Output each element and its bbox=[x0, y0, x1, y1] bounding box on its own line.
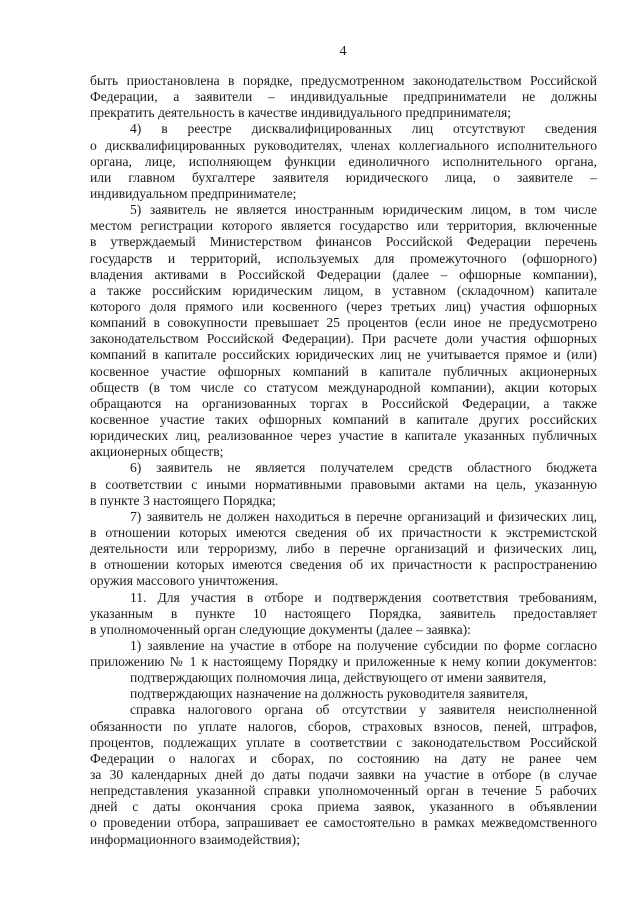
text-line: 1) заявление на участие в отборе на получение субсидии по форме согласно bbox=[130, 637, 597, 653]
text-line: о проведении отбора, запрашивает ее самостоятельно в рамках межведомственного bbox=[90, 815, 597, 831]
text-line: подтверждающих назначение на должность руководителя заявителя, bbox=[130, 686, 529, 702]
text-line: а также российским юридическим лицом, в уставном (складочном) капитале bbox=[90, 282, 597, 298]
text-line: государств и территорий, используемых для промежуточного (офшорного) bbox=[90, 250, 597, 266]
text-line: юридических лиц, реализованное через участие в капитале указанных публичных bbox=[90, 428, 597, 444]
text-line: Федерации, а заявители – индивидуальные предприниматели не должны bbox=[90, 89, 597, 105]
text-line: обществ (в том числе со статусом международной компании), акции которых bbox=[90, 379, 597, 395]
text-line: приложению № 1 к настоящему Порядку и приложенные к нему копии документов: bbox=[90, 654, 597, 670]
text-line: информационного взаимодействия); bbox=[90, 831, 300, 847]
text-line: косвенное участие таких офшорных компаний в капитале других российских bbox=[90, 411, 597, 427]
text-line: прекратить деятельность в качестве индивидуального предпринимателя; bbox=[90, 105, 512, 121]
text-line: в отношении которых имеются сведения об их причастности к экстремистской bbox=[90, 524, 597, 540]
text-line: косвенное участие офшорных компаний в капитале публичных акционерных bbox=[90, 363, 597, 379]
text-line: местом регистрации которого является государство или территория, включенные bbox=[90, 218, 597, 234]
text-line: о дисквалифицированных руководителях, членах коллегиального исполнительного bbox=[90, 137, 597, 153]
text-line: обращаются на организованных торгах в Российской Федерации, а также bbox=[90, 395, 597, 411]
text-line: деятельности или терроризму, либо в перечне организаций и физических лиц, bbox=[90, 541, 597, 557]
text-line: законодательством Российской Федерации). При расчете доли участия офшорных bbox=[90, 331, 597, 347]
text-line: компаний в совокупности превышает 25 процентов (если иное не предусмотрено bbox=[90, 315, 597, 331]
text-line: компаний в капитале российских юридических лиц не учитывается прямое и (или) bbox=[90, 347, 597, 363]
text-line: владения активами в Российской Федерации (далее – офшорные компании), bbox=[90, 266, 597, 282]
text-line: в соответствии с иными нормативными правовыми актами на цель, указанную bbox=[90, 476, 597, 492]
text-line: быть приостановлена в порядке, предусмотренном законодательством Российской bbox=[90, 73, 597, 88]
text-line: в отношении которых имеются сведения об их причастности к распространению bbox=[90, 557, 597, 573]
text-line: Федерации о налогах и сборах, по состоянию на дату не ранее чем bbox=[90, 750, 597, 766]
text-line: акционерных обществ; bbox=[90, 444, 224, 460]
text-line: процентов, подлежащих уплате в соответствии с законодательством Российской bbox=[90, 734, 597, 750]
text-line: которого доля прямого или косвенного (через третьих лиц) участия офшорных bbox=[90, 298, 597, 314]
text-line: 5) заявитель не является иностранным юридическим лицом, в том числе bbox=[130, 202, 597, 218]
text-line: в уполномоченный орган следующие документы (далее – заявка): bbox=[90, 621, 471, 637]
text-line: подтверждающих полномочия лица, действующего от имени заявителя, bbox=[130, 670, 547, 686]
text-line: в утверждаемый Министерством финансов Российской Федерации перечень bbox=[90, 234, 597, 250]
text-line: в пункте 3 настоящего Порядка; bbox=[90, 492, 276, 508]
text-line: органа, лице, исполняющем функции единоличного исполнительного органа, bbox=[90, 153, 597, 169]
text-line: 4) в реестре дисквалифицированных лиц отсутствуют сведения bbox=[130, 121, 597, 137]
text-line: справка налогового органа об отсутствии у заявителя неисполненной bbox=[130, 702, 597, 718]
text-line: непредставления указанной справки уполномоченный орган в течение 5 рабочих bbox=[90, 783, 597, 799]
text-line: дней с даты окончания срока приема заявок, указанного в объявлении bbox=[90, 799, 597, 815]
text-line: за 30 календарных дней до даты подачи заявки на участие в отборе (в случае bbox=[90, 767, 597, 783]
document-body bbox=[90, 73, 597, 848]
text-line: 6) заявитель не является получателем средств областного бюджета bbox=[130, 460, 597, 476]
text-line: обязанности по уплате налогов, сборов, страховых взносов, пеней, штрафов, bbox=[90, 718, 597, 734]
text-line: указанным в пункте 10 настоящего Порядка, заявитель предоставляет bbox=[90, 605, 597, 621]
text-line: оружия массового уничтожения. bbox=[90, 573, 279, 589]
text-line: 11. Для участия в отборе и подтверждения соответствия требованиям, bbox=[130, 589, 597, 605]
text-line: индивидуальном предпринимателе; bbox=[90, 185, 297, 201]
text-line: 7) заявитель не должен находиться в перечне организаций и физических лиц, bbox=[130, 508, 597, 524]
page-number: 4 bbox=[339, 44, 347, 59]
text-line: или главном бухгалтере заявителя юридического лица, о заявителе – bbox=[90, 169, 597, 185]
